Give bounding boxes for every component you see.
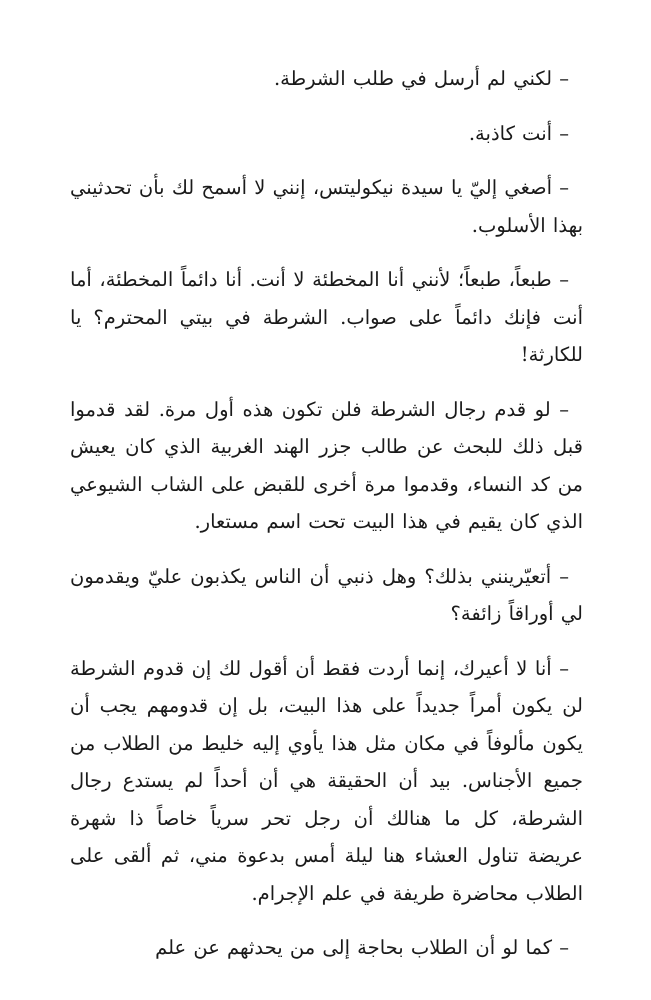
dialogue-paragraph-6: – أتعيّرينني بذلك؟ وهل ذنبي أن الناس يكذبون عليّ ويقدمون لي أوراقاً زائفة؟ [70, 564, 583, 625]
dialogue-paragraph-3: – أصغي إليّ يا سيدة نيكوليتس، إنني لا أسمح لك بأن تحدثيني بهذا الأسلوب. [70, 176, 583, 237]
dialogue-paragraph-1: – لكني لم أرسل في طلب الشرطة. [273, 67, 569, 90]
dialogue-paragraph-4: – طبعاً، طبعاً؛ لأنني أنا المخطئة لا أنت. أنا دائماً المخطئة، أما أنت فإنك دائماً على صواب. الشرطة في بيتي المحترم؟ يا للكارثة! [70, 268, 583, 366]
dialogue-paragraph-8: – كما لو أن الطلاب بحاجة إلى من يحدثهم عن علم [155, 936, 569, 959]
book-page [70, 60, 583, 1000]
dialogue-paragraph-2: – أنت كاذبة. [468, 121, 569, 145]
dialogue-paragraph-7: – أنا لا أعيرك، إنما أردت فقط أن أقول لك إن قدوم الشرطة لن يكون أمراً جديداً على هذا البيت، بل إن قدومهم يجب أن يكون مألوفاً في مكان مثل هذا يأوي إليه خليط من الطلاب من جميع الأجناس. بيد أن الحقيقة هي أن أحداً لم يستدع رجال الشرطة، كل ما هنالك أن رجل تحر سرياً خاصاً ذا شهرة عريضة تناول العشاء هنا ليلة أمس بدعوة مني، ثم ألقى على الطلاب محاضرة طريفة في علم الإجرام. [70, 656, 583, 905]
dialogue-paragraph-5: – لو قدم رجال الشرطة فلن تكون هذه أول مرة. لقد قدموا قبل ذلك للبحث عن طالب جزر الهند الغربية الذي كان يعيش من كد النساء، وقدموا مرة أخرى للقبض على الشاب الشيوعي الذي كان يقيم في هذا البيت تحت اسم مستعار. [70, 397, 583, 533]
